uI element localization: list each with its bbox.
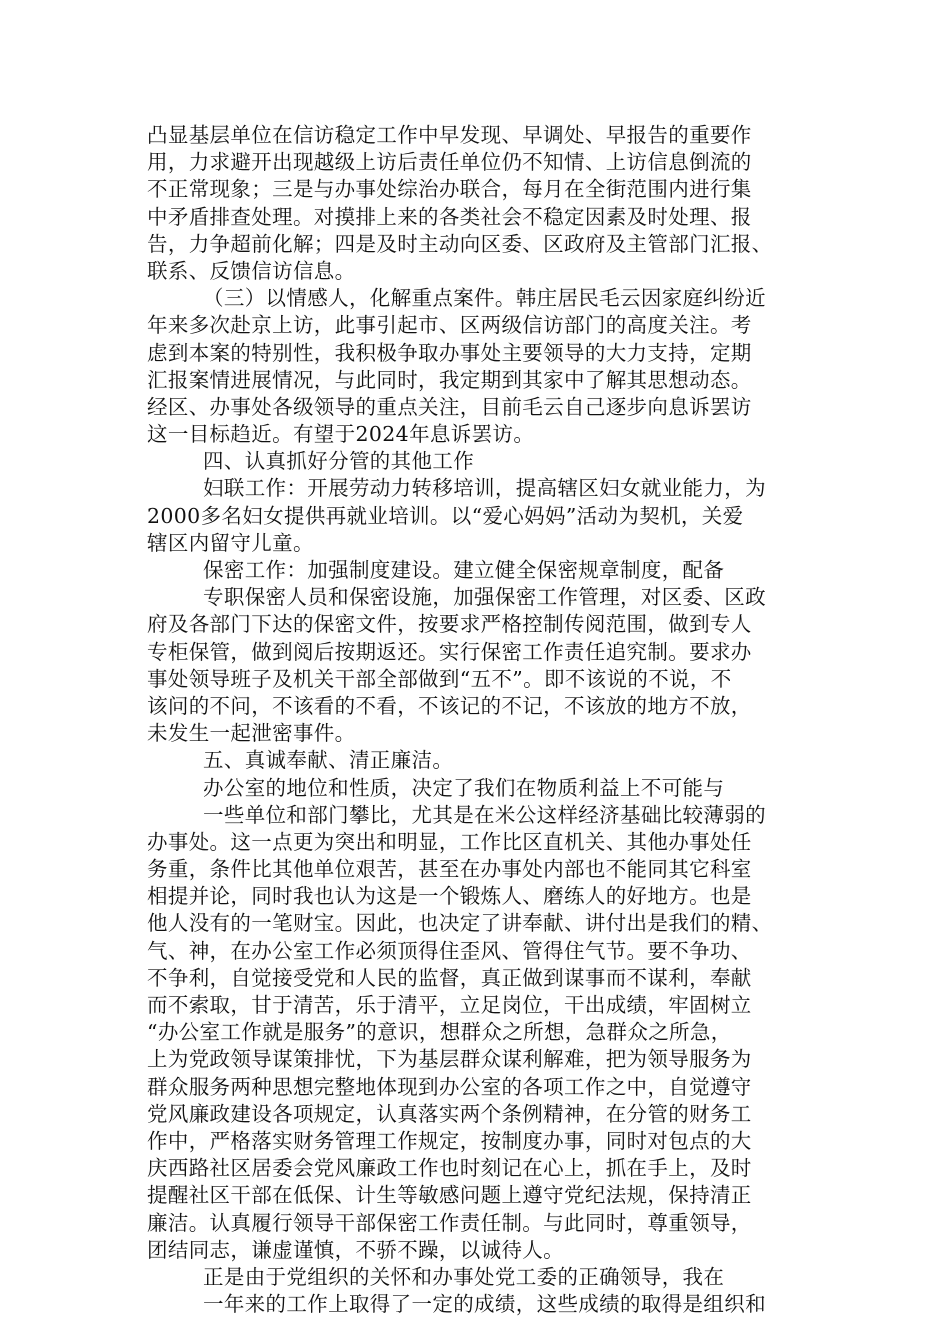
- paragraph-line: 辖区内留守儿童。: [147, 530, 314, 555]
- paragraph-line: 这一目标趋近。有望于2024年息诉罢访。: [147, 422, 535, 447]
- paragraph-line: 不争利，自觉接受党和人民的监督，真正做到谋事而不谋利，奉献: [147, 965, 752, 990]
- paragraph-first-line: 一年来的工作上取得了一定的成绩，这些成绩的取得是组织和: [203, 1292, 766, 1317]
- paragraph-line: 经区、办事处各级领导的重点关注，目前毛云自己逐步向息诉罢访: [147, 394, 752, 419]
- paragraph-line: 告，力争超前化解；四是及时主动向区委、区政府及主管部门汇报、: [147, 231, 773, 256]
- paragraph-line: 他人没有的一笔财宝。因此，也决定了讲奉献、讲付出是我们的精、: [147, 911, 773, 936]
- paragraph-first-line: 五、真诚奉献、清正廉洁。: [203, 748, 454, 773]
- paragraph-line: 廉洁。认真履行领导干部保密工作责任制。与此同时，尊重领导，: [147, 1210, 752, 1235]
- paragraph-line: 虑到本案的特别性，我积极争取办事处主要领导的大力支持，定期: [147, 340, 752, 365]
- paragraph-line: 汇报案情进展情况，与此同时，我定期到其家中了解其思想动态。: [147, 367, 752, 392]
- paragraph-line: 相提并论，同时我也认为这是一个锻炼人、磨练人的好地方。也是: [147, 884, 752, 909]
- paragraph-line: “办公室工作就是服务”的意识，想群众之所想，急群众之所急，: [147, 1020, 732, 1045]
- paragraph-line: 年来多次赴京上访，此事引起市、区两级信访部门的高度关注。考: [147, 313, 752, 338]
- paragraph-line: 务重，条件比其他单位艰苦，甚至在办事处内部也不能同其它科室: [147, 857, 752, 882]
- paragraph-line: 专柜保管，做到阅后按期返还。实行保密工作责任追究制。要求办: [147, 639, 752, 664]
- paragraph-line: 2000多名妇女提供再就业培训。以“爱心妈妈”活动为契机，关爱: [147, 503, 744, 528]
- paragraph-first-line: 四、认真抓好分管的其他工作: [203, 449, 475, 474]
- paragraph-line: 庆西路社区居委会党风廉政工作也时刻记在心上，抓在手上，及时: [147, 1156, 752, 1181]
- paragraph-line: 党风廉政建设各项规定，认真落实两个条例精神，在分管的财务工: [147, 1101, 752, 1126]
- paragraph-first-line: 专职保密人员和保密设施，加强保密工作管理，对区委、区政: [203, 585, 766, 610]
- paragraph-line: 而不索取，甘于清苦，乐于清平，立足岗位，干出成绩，牢固树立: [147, 993, 752, 1017]
- paragraph-line: 府及各部门下达的保密文件，按要求严格控制传阅范围，做到专人: [147, 612, 752, 637]
- paragraph-line: 中矛盾排查处理。对摸排上来的各类社会不稳定因素及时处理、报: [147, 204, 752, 229]
- paragraph-line: 上为党政领导谋策排忧，下为基层群众谋利解难，把为领导服务为: [147, 1047, 752, 1072]
- paragraph-line: 不正常现象；三是与办事处综治办联合，每月在全街范围内进行集: [147, 177, 752, 202]
- paragraph-line: 作中，严格落实财务管理工作规定，按制度办事，同时对包点的大: [147, 1128, 752, 1153]
- paragraph-first-line: 妇联工作：开展劳动力转移培训，提高辖区妇女就业能力，为: [203, 476, 766, 501]
- paragraph-line: 提醒社区干部在低保、计生等敏感问题上遵守党纪法规，保持清正: [147, 1183, 752, 1208]
- paragraph-line: 群众服务两种思想完整地体现到办公室的各项工作之中，自觉遵守: [147, 1074, 752, 1099]
- document-body: [147, 122, 837, 1318]
- paragraph-line: 事处领导班子及机关干部全部做到“五不”。即不该说的不说，不: [147, 666, 732, 691]
- paragraph-line: 办事处。这一点更为突出和明显，工作比区直机关、其他办事处任: [147, 829, 752, 854]
- paragraph-first-line: 办公室的地位和性质，决定了我们在物质利益上不可能与: [203, 775, 725, 800]
- paragraph-line: 该问的不问，不该看的不看，不该记的不记，不该放的地方不放，: [147, 693, 752, 718]
- paragraph-first-line: 正是由于党组织的关怀和办事处党工委的正确领导，我在: [203, 1264, 725, 1289]
- paragraph-line: 联系、反馈信访信息。: [147, 258, 356, 283]
- paragraph-first-line: 一些单位和部门攀比，尤其是在米公这样经济基础比较薄弱的: [203, 802, 766, 827]
- paragraph-line: 凸显基层单位在信访稳定工作中早发现、早调处、早报告的重要作: [147, 123, 752, 147]
- paragraph-line: 用，力求避开出现越级上访后责任单位仍不知情、上访信息倒流的: [147, 150, 752, 175]
- paragraph-first-line: （三）以情感人，化解重点案件。韩庄居民毛云因家庭纠纷近: [203, 286, 766, 311]
- paragraph-line: 团结同志，谦虚谨慎，不骄不躁，以诚待人。: [147, 1237, 564, 1262]
- paragraph-line: 未发生一起泄密事件。: [147, 721, 356, 746]
- paragraph-first-line: 保密工作：加强制度建设。建立健全保密规章制度，配备: [203, 558, 725, 582]
- paragraph-line: 气、神，在办公室工作必须顶得住歪风、管得住气节。要不争功、: [147, 938, 752, 963]
